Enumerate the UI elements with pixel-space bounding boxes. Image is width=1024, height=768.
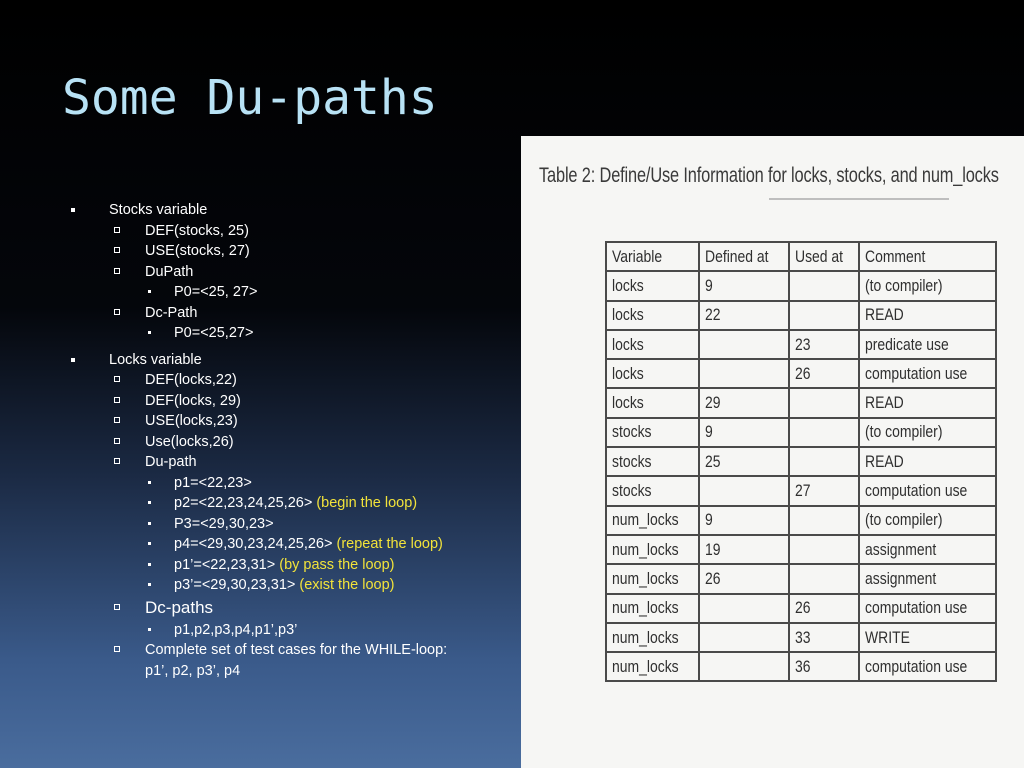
hollow-square-bullet-icon [114, 268, 120, 274]
path-note: (begin the loop) [316, 495, 418, 511]
table-cell [859, 330, 996, 359]
small-square-bullet-icon [148, 583, 151, 586]
table-row [606, 623, 996, 652]
bullet-use-locks-26: Use(locks,26) [70, 432, 515, 453]
table-cell [859, 564, 996, 593]
table-cell [606, 476, 699, 505]
table-body [606, 271, 996, 681]
bullet-dc-paths: Dc-paths [70, 596, 515, 620]
cell-text: num_locks [612, 598, 679, 618]
table-cell [859, 535, 996, 564]
bullet-def-locks-22: DEF(locks,22) [70, 370, 515, 391]
small-square-bullet-icon [148, 331, 151, 334]
table-cell [606, 447, 699, 476]
bullet-list [70, 200, 515, 681]
cell-text: (to compiler) [865, 510, 943, 530]
table-row [606, 330, 996, 359]
path-note: (repeat the loop) [336, 536, 443, 552]
table-cell [606, 271, 699, 300]
scanned-table-image [521, 136, 1024, 768]
table-cell [789, 330, 860, 359]
square-bullet-icon [71, 358, 75, 362]
header-used-at: Used at [789, 242, 860, 271]
table-cell [606, 535, 699, 564]
cell-text: locks [612, 363, 644, 383]
header-defined-at: Defined at [699, 242, 789, 271]
hollow-square-bullet-icon [114, 227, 120, 233]
bullet-path-p1-prime: p1’=<22,23,31> (by pass the loop) [70, 555, 515, 576]
table-cell [606, 359, 699, 388]
cell-text: (to compiler) [865, 422, 943, 442]
hollow-square-bullet-icon [114, 604, 120, 610]
hollow-square-bullet-icon [114, 309, 120, 315]
table-cell [859, 388, 996, 417]
bullet-dupath-p0: P0=<25, 27> [70, 282, 515, 303]
cell-text: (to compiler) [865, 275, 943, 295]
table-cell [699, 506, 789, 535]
table-cell [859, 271, 996, 300]
table-cell [699, 652, 789, 681]
path-note: (by pass the loop) [279, 556, 395, 573]
table-cell [606, 652, 699, 681]
bullet-complete-test-set: Complete set of test cases for the WHILE-loop: p1’, p2, p3’, p4 [70, 640, 515, 681]
header-comment: Comment [859, 242, 996, 271]
table-caption: Table 2: Define/Use Information for locks, stocks, and num_locks [539, 164, 999, 187]
define-use-table [605, 241, 997, 682]
bullet-du-path: Du-path [70, 452, 515, 473]
bullet-path-p2: p2=<22,23,24,25,26> (begin the loop) [70, 493, 515, 514]
cell-text: 26 [794, 363, 811, 383]
table-cell [606, 623, 699, 652]
table-cell [859, 652, 996, 681]
table-cell [606, 594, 699, 623]
bullet-path-p3: P3=<29,30,23> [70, 514, 515, 535]
table-cell [789, 535, 860, 564]
table-header-row [606, 242, 996, 271]
table-row [606, 359, 996, 388]
table-cell [606, 506, 699, 535]
header-variable: Variable [606, 242, 699, 271]
table-cell [699, 271, 789, 300]
table-cell [789, 476, 860, 505]
cell-text: 36 [794, 656, 811, 676]
cell-text: locks [612, 334, 644, 354]
cell-text: computation use [865, 656, 968, 676]
hollow-square-bullet-icon [114, 397, 120, 403]
table-row [606, 564, 996, 593]
table-cell [699, 330, 789, 359]
table-cell [699, 388, 789, 417]
table-row [606, 301, 996, 330]
table-cell [859, 623, 996, 652]
table-cell [789, 359, 860, 388]
cell-text: locks [612, 393, 644, 413]
table-row [606, 594, 996, 623]
cell-text: 27 [794, 481, 811, 501]
table-cell [789, 271, 860, 300]
cell-text: locks [612, 275, 644, 295]
cell-text: computation use [865, 363, 968, 383]
cell-text: num_locks [612, 510, 679, 530]
cell-text: 9 [705, 422, 714, 442]
scan-underline-marks [769, 198, 949, 206]
table-cell [699, 564, 789, 593]
cell-text: assignment [865, 539, 937, 559]
hollow-square-bullet-icon [114, 417, 120, 423]
small-square-bullet-icon [148, 290, 151, 293]
cell-text: 9 [705, 510, 714, 530]
table-cell [606, 301, 699, 330]
table-cell [859, 301, 996, 330]
cell-text: computation use [865, 481, 968, 501]
cell-text: num_locks [612, 656, 679, 676]
hollow-square-bullet-icon [114, 376, 120, 382]
cell-text: READ [865, 305, 905, 325]
table-cell [606, 564, 699, 593]
bullet-path-p1: p1=<22,23> [70, 473, 515, 494]
table-cell [789, 388, 860, 417]
table-cell [859, 594, 996, 623]
small-square-bullet-icon [148, 501, 151, 504]
table-cell [699, 535, 789, 564]
bullet-dc-path-p0: P0=<25,27> [70, 323, 515, 344]
table-cell [699, 301, 789, 330]
small-square-bullet-icon [148, 563, 151, 566]
hollow-square-bullet-icon [114, 458, 120, 464]
table-cell [789, 301, 860, 330]
cell-text: 29 [705, 393, 721, 413]
table-row [606, 506, 996, 535]
cell-text: 26 [705, 568, 721, 588]
table-row [606, 388, 996, 417]
table-cell [789, 447, 860, 476]
hollow-square-bullet-icon [114, 438, 120, 444]
table-cell [859, 418, 996, 447]
table-cell [789, 652, 860, 681]
table-row [606, 271, 996, 300]
bullet-locks-variable: Locks variable [70, 350, 515, 371]
cell-text: num_locks [612, 539, 679, 559]
table-row [606, 418, 996, 447]
small-square-bullet-icon [148, 481, 151, 484]
bullet-dc-path: Dc-Path [70, 303, 515, 324]
cell-text: WRITE [865, 627, 911, 647]
table-row [606, 652, 996, 681]
table-cell [699, 476, 789, 505]
table-cell [859, 359, 996, 388]
bullet-def-stocks: DEF(stocks, 25) [70, 221, 515, 242]
cell-text: 23 [794, 334, 811, 354]
table-cell [859, 476, 996, 505]
cell-text: num_locks [612, 627, 679, 647]
table-cell [789, 418, 860, 447]
table-cell [859, 447, 996, 476]
table-row [606, 447, 996, 476]
cell-text: 25 [705, 451, 721, 471]
table-row [606, 535, 996, 564]
cell-text: predicate use [865, 334, 950, 354]
path-note: (exist the loop) [299, 577, 395, 593]
table-cell [699, 359, 789, 388]
cell-text: 26 [794, 598, 811, 618]
bullet-stocks-variable: Stocks variable [70, 200, 515, 221]
table-cell [699, 447, 789, 476]
table-cell [859, 506, 996, 535]
table-cell [606, 418, 699, 447]
table-cell [789, 506, 860, 535]
cell-text: stocks [612, 422, 652, 442]
small-square-bullet-icon [148, 522, 151, 525]
cell-text: 19 [705, 539, 721, 559]
cell-text: 33 [794, 627, 811, 647]
bullet-def-locks-29: DEF(locks, 29) [70, 391, 515, 412]
table-cell [789, 594, 860, 623]
bullet-path-p4: p4=<29,30,23,24,25,26> (repeat the loop) [70, 534, 515, 555]
small-square-bullet-icon [148, 628, 151, 631]
bullet-use-stocks: USE(stocks, 27) [70, 241, 515, 262]
hollow-square-bullet-icon [114, 247, 120, 253]
table-cell [606, 330, 699, 359]
cell-text: READ [865, 393, 905, 413]
slide-title: Some Du-paths [62, 70, 438, 126]
square-bullet-icon [71, 208, 75, 212]
hollow-square-bullet-icon [114, 646, 120, 652]
bullet-dc-paths-list: p1,p2,p3,p4,p1’,p3’ [70, 620, 515, 641]
bullet-dupath: DuPath [70, 262, 515, 283]
table-cell [699, 418, 789, 447]
cell-text: locks [612, 305, 644, 325]
cell-text: stocks [612, 451, 652, 471]
bullet-use-locks-23: USE(locks,23) [70, 411, 515, 432]
cell-text: 22 [705, 305, 721, 325]
cell-text: num_locks [612, 568, 679, 588]
cell-text: computation use [865, 598, 968, 618]
bullet-path-p3-prime: p3’=<29,30,23,31> (exist the loop) [70, 575, 515, 596]
table-cell [789, 564, 860, 593]
small-square-bullet-icon [148, 542, 151, 545]
cell-text: READ [865, 451, 905, 471]
table-row [606, 476, 996, 505]
cell-text: assignment [865, 568, 937, 588]
table-cell [699, 594, 789, 623]
table-cell [606, 388, 699, 417]
table-cell [699, 623, 789, 652]
table-cell [789, 623, 860, 652]
cell-text: stocks [612, 481, 652, 501]
cell-text: 9 [705, 275, 714, 295]
